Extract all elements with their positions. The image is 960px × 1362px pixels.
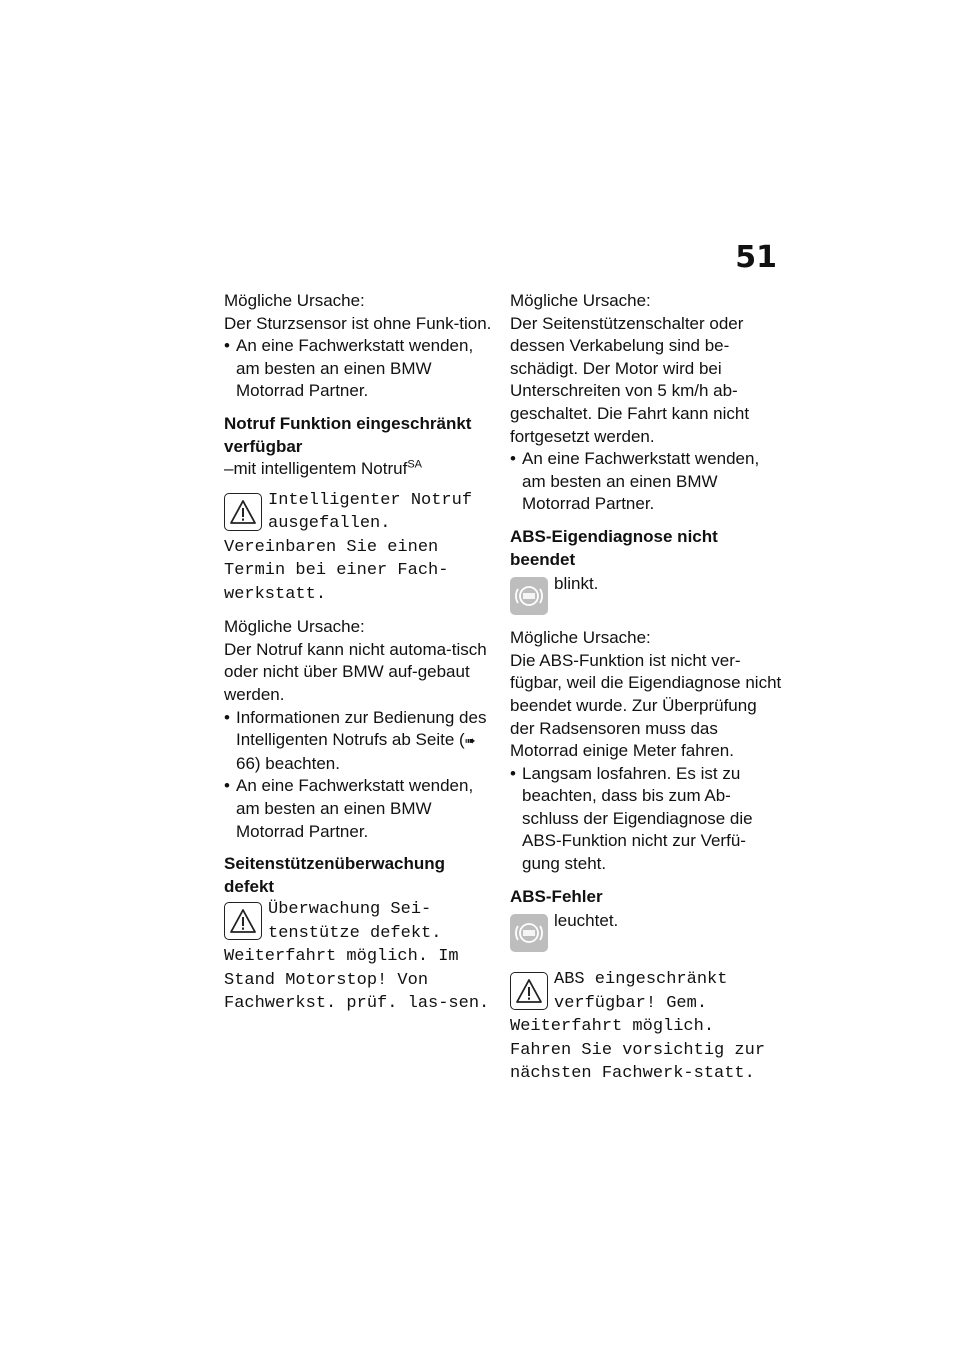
cause-text: Der Seitenstützenschalter oder dessen Verkabelung sind be-schädigt. Der Motor wird bei Unterschreiten von 5 km/h ab-geschaltet. Die Fahrt kann nicht fortgesetzt werden.	[510, 313, 750, 446]
indicator-lamp-block	[510, 573, 782, 617]
warning-message: Überwachung Sei-tenstütze defekt. Weiterfahrt möglich. Im Stand Motorstop! Von Fachwerkst. prüf. las-sen.	[224, 900, 490, 1014]
cause-text: Der Notruf kann nicht automa-tisch oder nicht über BMW auf-gebaut werden.	[224, 639, 487, 705]
section-heading-abs-diagnosis: ABS-Eigendiagnose nicht beendet	[510, 526, 718, 569]
cause-label: Mögliche Ursache:	[224, 291, 365, 310]
page-reference[interactable]: 66	[236, 753, 255, 773]
left-column	[224, 290, 492, 1016]
indicator-state: leuchtet.	[554, 911, 619, 931]
section-heading-seitenstuetze: Seitenstützenüberwachung defekt	[224, 854, 446, 896]
warning-triangle-icon	[510, 972, 548, 1010]
action-item: • An eine Fachwerkstatt wenden, am besten an einen BMW Motorrad Partner.	[510, 448, 782, 516]
action-list	[510, 448, 782, 516]
action-text: ) beachten.	[254, 753, 340, 773]
cause-label: Mögliche Ursache:	[224, 617, 365, 637]
action-list	[224, 335, 492, 403]
warning-message: Intelligenter Notruf ausgefallen. Vereinbaren Sie einen Termin bei einer Fach-werkstatt.	[224, 490, 473, 604]
warning-message: ABS eingeschränkt verfügbar! Gem. Weiterfahrt möglich. Fahren Sie vorsichtig zur nächsten Fachwerk-statt.	[510, 970, 766, 1084]
indicator-state: blinkt.	[554, 574, 599, 594]
action-item: • An eine Fachwerkstatt wenden, am besten an einen BMW Motorrad Partner.	[224, 775, 492, 843]
page-number: 51	[735, 240, 777, 275]
section-heading-notruf: Notruf Funktion eingeschränkt verfügbar	[224, 413, 472, 456]
action-list	[224, 707, 492, 844]
condition-text: –mit intelligentem Notruf	[224, 459, 408, 479]
page-reference-arrow-icon: ➠	[464, 733, 476, 749]
action-item: • Langsam losfahren. Es ist zu beachten, dass bis zum Ab-schluss der Eigendiagnose die ABS-Funktion nicht zur Verfü-gung steht.	[510, 763, 782, 876]
section-heading-abs-error: ABS-Fehler	[510, 886, 603, 906]
action-item: • An eine Fachwerkstatt wenden, am besten an einen BMW Motorrad Partner.	[224, 335, 492, 403]
cause-label: Mögliche Ursache:	[510, 291, 651, 310]
warning-message-block	[224, 489, 492, 607]
condition-line	[224, 458, 492, 481]
abs-lamp-icon	[510, 914, 548, 952]
indicator-lamp-block	[510, 910, 782, 954]
right-column	[510, 290, 782, 1086]
warning-triangle-icon	[224, 902, 262, 940]
action-text: Informationen zur Bedienung des Intelligenten Notrufs ab Seite (	[236, 707, 487, 750]
abs-lamp-icon	[510, 577, 548, 615]
action-item	[224, 707, 492, 776]
special-equipment-marker: SA	[407, 458, 422, 471]
action-list	[510, 763, 782, 876]
cause-text: Der Sturzsensor ist ohne Funk-tion.	[224, 313, 492, 333]
warning-message-block	[224, 898, 492, 1016]
warning-message-block	[510, 968, 782, 1086]
cause-text: Die ABS-Funktion ist nicht ver-fügbar, weil die Eigendiagnose nicht beendet wurde. Zur Überprüfung der Radsensoren muss das Motorrad einige Meter fahren.	[510, 650, 782, 761]
cause-label: Mögliche Ursache:	[510, 628, 651, 648]
warning-triangle-icon	[224, 493, 262, 531]
